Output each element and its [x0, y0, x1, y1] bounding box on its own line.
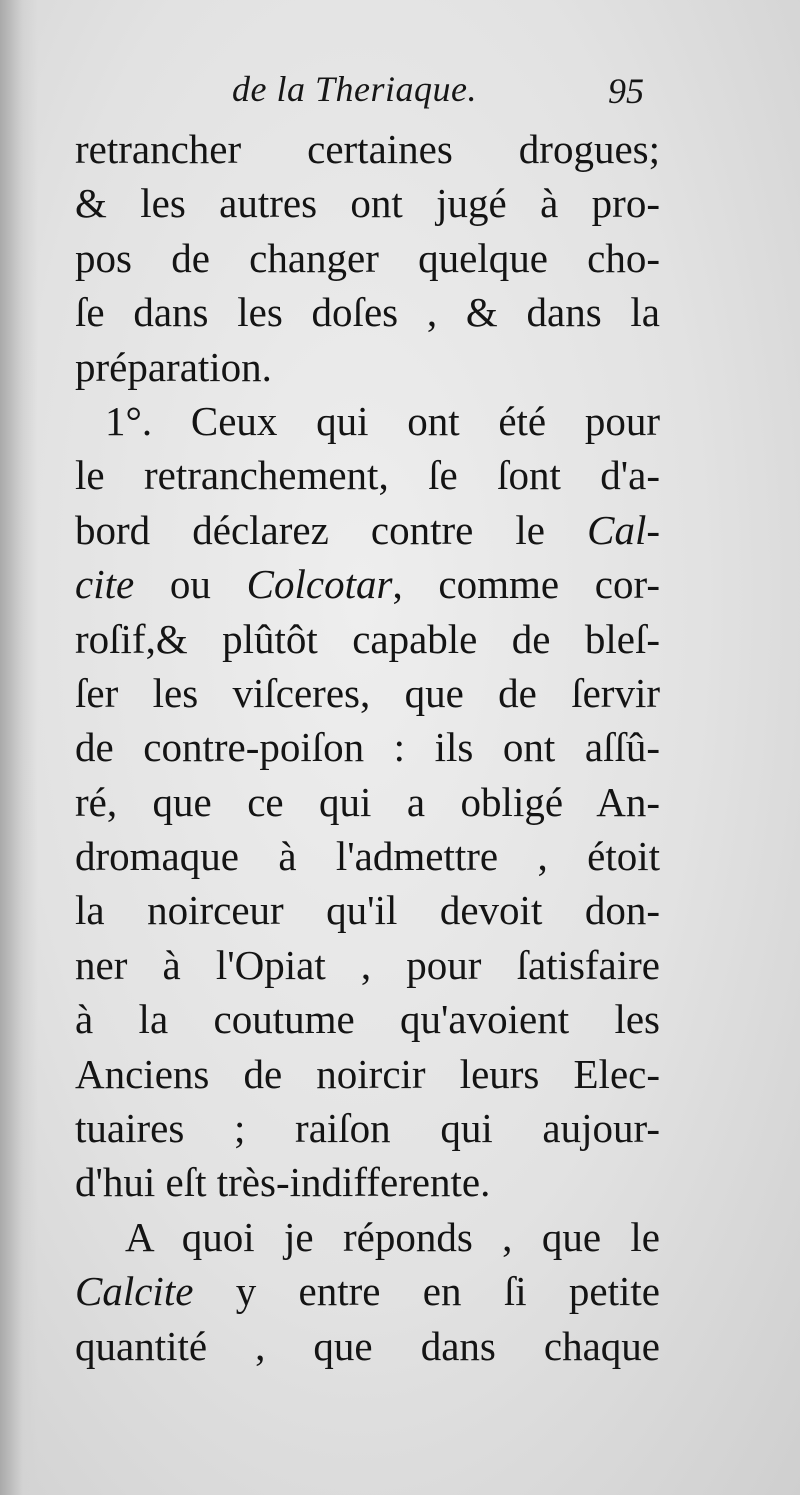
text-line: retrancher certaines drogues; [75, 126, 660, 172]
text-line: le retranchement, ſe ſont d'a- [75, 452, 660, 499]
text-line: la noirceur qu'il devoit don- [75, 887, 660, 934]
page-number: 95 [608, 71, 644, 111]
text-line: d'hui eſt très-indifferente. [75, 1159, 491, 1206]
text-line: roſif,& plûtôt capable de bleſ- [75, 615, 660, 662]
running-head [0, 68, 800, 111]
text-line: tuaires ; raiſon qui aujour- [75, 1105, 660, 1152]
text-line: préparation. [75, 343, 272, 390]
text-line: à la coutume qu'avoient les [75, 996, 660, 1043]
running-head-title: de la Theriaque. [232, 69, 477, 109]
text-line: & les autres ont jugé à pro- [75, 180, 660, 227]
text-line: quantité , que dans chaque [75, 1322, 660, 1369]
text-line: ner à l'Opiat , pour ſatisfaire [75, 941, 660, 988]
text-line: de contre-poiſon : ils ont aſſû- [75, 724, 660, 771]
text-line: pos de changer quelque cho- [75, 234, 660, 281]
text-line: cite ou Colcotar, comme cor- [75, 561, 660, 608]
text-line: ré, que ce qui a obligé An- [75, 778, 660, 825]
body-text [75, 122, 660, 1373]
text-line: ſe dans les doſes , & dans la [75, 289, 660, 336]
text-line: bord déclarez contre le Cal- [75, 506, 660, 553]
text-line: dromaque à l'admettre , étoit [75, 833, 660, 880]
page-gutter-shadow [0, 0, 38, 1495]
text-line: 1°. Ceux qui ont été pour [105, 397, 660, 444]
text-line: Calcite y entre en ſi petite [75, 1268, 660, 1315]
text-line: A quoi je réponds , que le [125, 1213, 660, 1260]
text-line: Anciens de noircir leurs Elec- [75, 1050, 660, 1097]
text-line: ſer les viſceres, que de ſervir [75, 669, 660, 716]
